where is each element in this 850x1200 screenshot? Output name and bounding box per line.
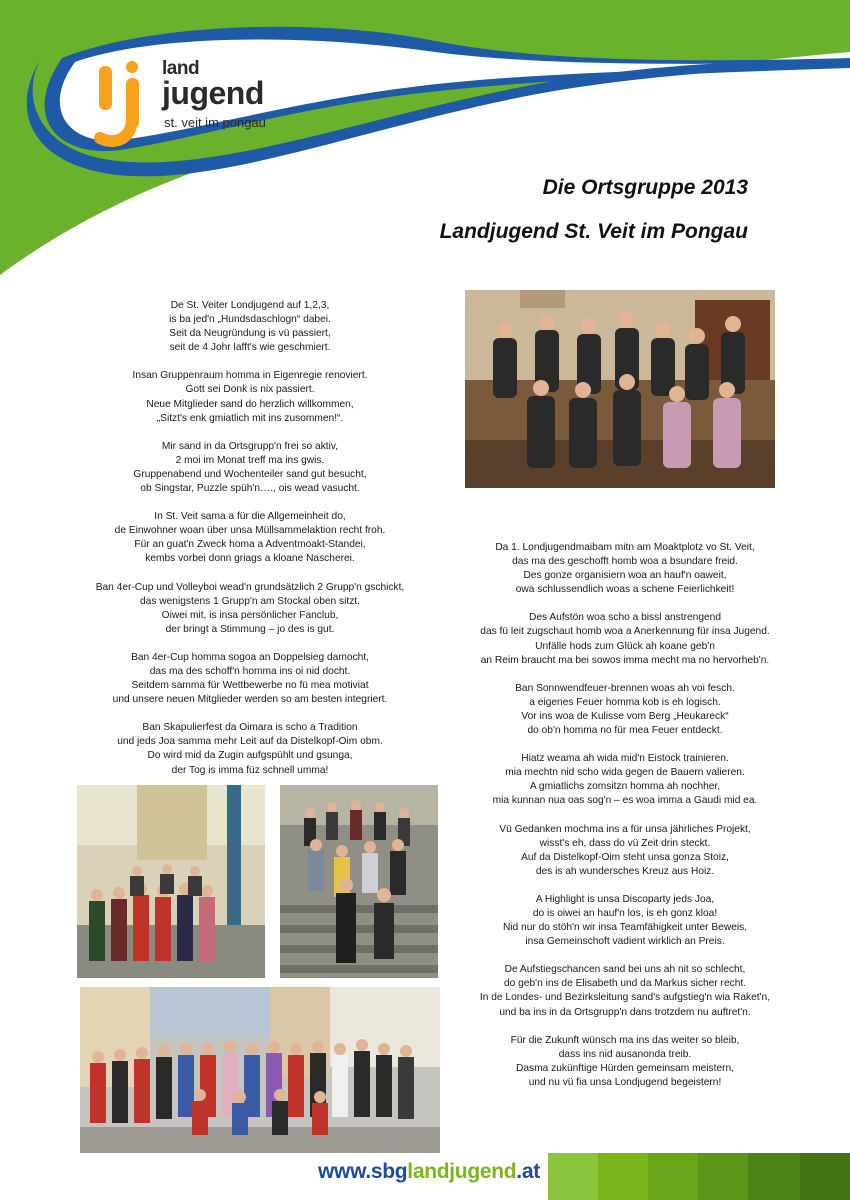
poem-stanza	[60, 299, 440, 355]
poem-line: Da 1. Londjugendmaibam mitn am Moaktplotz vo St. Veit,	[495, 542, 755, 553]
logo-word-land: land	[162, 58, 200, 79]
url-prefix: www.sbg	[318, 1160, 408, 1183]
poem-stanza	[60, 369, 440, 425]
poem-stanza	[60, 581, 440, 637]
poem-line: seit de 4 Johr lafft's wie geschmiert.	[169, 342, 331, 354]
poem-line: de Einwohner woan über unsa Müllsammelaktion recht froh.	[114, 525, 386, 537]
poem-line: Nid nur do stöh'n wir insa Teamfähigkeit unter Beweis,	[502, 922, 748, 934]
poem-line: A Highlight is unsa Discoparty jeds Joa,	[535, 893, 715, 905]
poem-line: und nu vü fia unsa Londjugend begeistern!	[528, 1076, 722, 1088]
poem-stanza	[455, 893, 795, 949]
poem-stanza	[455, 682, 795, 738]
poem-line: Des Aufstön woa scho a bissl anstrengend	[529, 612, 721, 624]
poem-line: Seit da Neugründung is vü passiert,	[169, 328, 331, 340]
poem-line: 2 moi im Monat treff ma ins gwis.	[175, 454, 325, 466]
poem-line: De St. Veiter Londjugend auf 1,2,3,	[170, 300, 330, 311]
poem-left-column	[60, 299, 440, 792]
poem-stanza	[60, 721, 440, 777]
poem-line: mia kunnan nua oas sog'n – es woa imma a Gaudi mid ea.	[492, 795, 758, 807]
poem-line: Für an guat'n Zweck homa a Adventmoakt-Standei,	[134, 539, 366, 551]
poem-line: Ban Sonnwendfeuer-brennen woas ah voi fesch.	[515, 682, 735, 694]
poem-line: an Reim braucht ma bei sowos imma mecht ma no hervorheb'n.	[480, 654, 770, 666]
group-photo-town-square	[80, 987, 440, 1159]
group-photo-stairs	[280, 785, 438, 978]
poem-line: Unfälle hods zum Glück ah koane geb'n	[535, 640, 715, 652]
url-suffix: .at	[516, 1160, 540, 1183]
poem-line: Hiatz weama ah wida mid'n Eistock trainieren.	[521, 753, 729, 765]
page-subtitle: Landjugend St. Veit im Pongau	[439, 220, 748, 243]
poem-line: Gott sei Donk is nix passiert.	[185, 384, 315, 396]
poem-stanza	[60, 510, 440, 566]
poem-line: Mir sand in da Ortsgrupp'n frei so aktiv,	[161, 440, 339, 452]
poem-line: Auf da Distelkopf-Oim steht unsa gonza Stoiz,	[521, 851, 729, 863]
poem-line: das fü leit zugschaut homb woa a Anerkennung für insa Jugend.	[480, 626, 770, 638]
poem-line: Des gonze organisiern woa an hauf'n oaweit,	[523, 570, 727, 582]
poem-line: das ma des schoff'n homma ins oi nid docht.	[149, 665, 351, 677]
poem-line: do geb'n ins de Elisabeth und da Markus sicher recht.	[503, 978, 747, 990]
page-title: Die Ortsgruppe 2013	[542, 176, 748, 199]
poem-line: und unsere neuen Mitglieder werden so am besten integriert.	[112, 694, 388, 706]
poem-line: owa schlussendlich woas a schene Feierlichkeit!	[515, 584, 735, 596]
poem-stanza	[60, 651, 440, 707]
poem-line: das wenigstens 1 Grupp'n am Stockal oben sitzt.	[140, 595, 360, 607]
landjugend-logo	[92, 58, 302, 148]
poem-line: In de Londes- und Bezirksleitung sand's aufgstieg'n wia Raket'n,	[479, 992, 771, 1004]
poem-line: das ma des geschofft homb woa a bsundare freid.	[512, 556, 738, 568]
poem-line: Vor ins woa de Kulisse vom Berg „Heukareck“	[521, 710, 729, 722]
poem-right-column	[455, 541, 795, 1104]
poem-line: Seitdem samma für Wettbewerbe no fü mea motiviat	[131, 680, 369, 692]
poem-line: Für die Zukunft wünsch ma ins das weiter so bleib,	[510, 1034, 740, 1046]
poem-line: De Aufstiegschancen sand bei uns ah nit so schlecht,	[504, 964, 746, 976]
poem-stanza	[455, 541, 795, 597]
poem-stanza	[455, 823, 795, 879]
poem-stanza	[455, 963, 795, 1019]
logo-subtitle: st. veit im pongau	[164, 115, 266, 130]
url-brand: landjugend	[407, 1160, 517, 1183]
poem-line: Gruppenabend und Wochenteiler sand gut besucht,	[133, 468, 367, 480]
poem-line: Vü Gedanken mochma ins a für unsa jährliches Projekt,	[499, 823, 751, 835]
poem-line: Insan Gruppenraum homma in Eigenregie renoviert.	[132, 370, 368, 382]
poem-line: Ban Skapulierfest da Oimara is scho a Tradition	[142, 722, 358, 734]
poem-line: der bringt a Stimmung – jo des is gut.	[165, 623, 335, 635]
poem-line: do is oiwei an hauf'n los, is eh gonz kloa!	[532, 907, 718, 919]
poem-line: Dasma zukünftige Hürden gemeinsam meistern,	[516, 1062, 734, 1074]
poem-line: is ba jed'n „Hundsdaschlogn“ dabei.	[169, 314, 331, 326]
poem-line: mia mechtn nid scho wida gegen de Bauern valieren.	[505, 767, 745, 779]
poem-stanza	[455, 1034, 795, 1090]
poem-stanza	[60, 440, 440, 496]
poem-line: „Sitzt's enk gmiatlich mit ins zusommen!“.	[156, 412, 344, 424]
poem-line: und ba ins in da Ortsgrupp'n dans trotzdem nu auftret'n.	[499, 1006, 751, 1018]
poem-stanza	[455, 752, 795, 808]
website-link[interactable]	[318, 1160, 540, 1184]
poem-line: der Tog is imma füz schnell umma!	[171, 764, 329, 776]
group-photo-church-dirndl	[77, 785, 265, 978]
poem-line: und jeds Joa samma mehr Leit auf da Distelkopf-Oim obm.	[117, 736, 383, 748]
header-swoosh-background	[0, 0, 850, 300]
poem-line: des is ah wundersches Kreuz aus Hoiz.	[535, 865, 715, 877]
poem-line: In St. Veit sama a für die Allgemeinheit do,	[154, 511, 346, 523]
poem-line: Do wird mid da Zugin aufgspühlt und gsunga,	[147, 750, 353, 762]
poem-line: Neue Mitglieder sand do herzlich willkommen,	[146, 398, 354, 410]
poem-line: insa Gemeinschoft vadient wirklich an Preis.	[525, 936, 725, 948]
poem-line: a eigenes Feuer homma kob is eh logisch.	[529, 696, 721, 708]
logo-word-jugend: jugend	[162, 75, 264, 111]
poem-line: Oiwei mit, is insa persönlicher Fanclub,	[161, 609, 339, 621]
group-photo-indoor	[465, 290, 775, 488]
lj-logo-mark-icon	[92, 58, 162, 148]
poem-line: A gmiatlichs zomsitzn homma ah nochher,	[529, 781, 721, 793]
poem-line: Ban 4er-Cup homma sogoa an Doppelsieg damocht,	[131, 651, 369, 663]
poem-line: wisst's eh, dass do vü Zeit drin steckt.	[539, 837, 711, 849]
poem-stanza	[455, 611, 795, 667]
poem-line: kembs vorbei donn griags a kloane Nascherei.	[145, 553, 355, 565]
poem-line: ob Singstar, Puzzle spüh'n…., ois wead vasucht.	[140, 483, 360, 495]
poem-line: Ban 4er-Cup und Volleyboi wead'n grundsätzlich 2 Grupp'n gschickt,	[95, 581, 405, 593]
poem-line: do ob'n homma no für mea Feuer entdeckt.	[527, 725, 723, 737]
poem-line: dass ins nid ausanonda treib.	[558, 1048, 692, 1060]
